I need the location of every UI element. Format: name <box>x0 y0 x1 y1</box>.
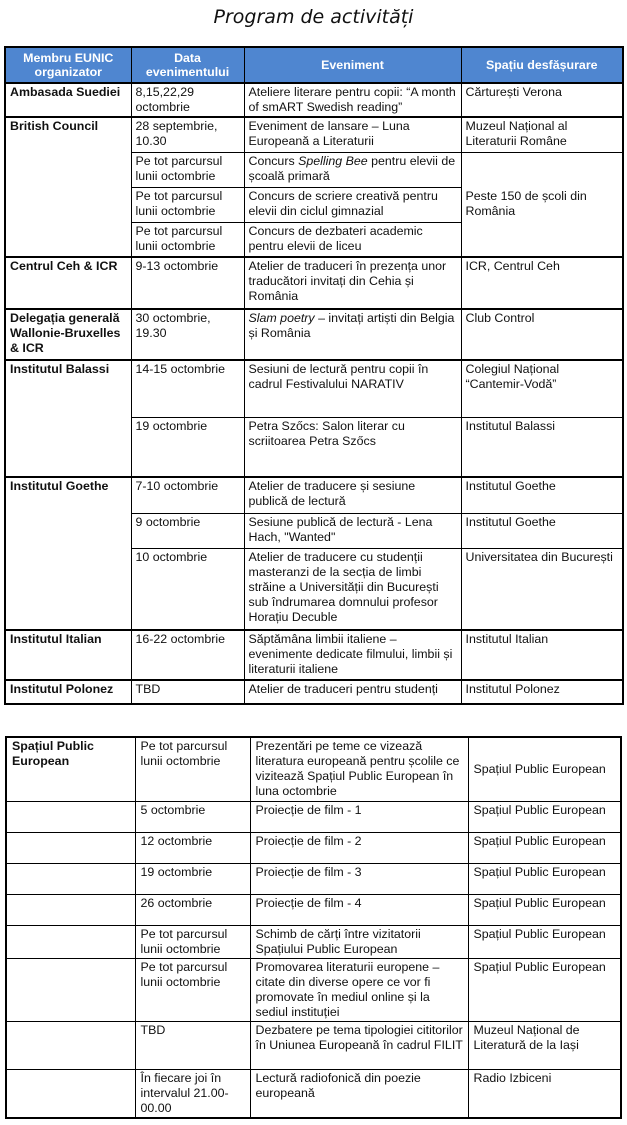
cell-organizer: Spațiul Public European <box>6 737 135 801</box>
table-row <box>5 309 623 360</box>
table-row <box>6 1021 621 1069</box>
cell-venue: Colegiul Național “Cantemir-Vodă” <box>461 360 623 417</box>
cell-date: 9-13 octombrie <box>131 257 244 309</box>
cell-event: Proiecție de film - 2 <box>250 832 468 863</box>
cell-date: 19 octombrie <box>131 417 244 477</box>
cell-event: Atelier de traduceri în prezența unor traducători invitați din Cehia și România <box>244 257 461 309</box>
cell-organizer <box>6 894 135 925</box>
cell-organizer: Institutul Goethe <box>5 477 131 630</box>
cell-date: Pe tot parcursul lunii octombrie <box>131 222 244 257</box>
event-text: pentru elevii de școală primară <box>248 153 456 183</box>
cell-venue: Spațiul Public European <box>468 925 621 958</box>
table-row <box>5 117 623 152</box>
cell-venue: Muzeul Național al Literaturii Române <box>461 117 623 152</box>
cell-venue: Spațiul Public European <box>468 863 621 894</box>
cell-organizer <box>6 832 135 863</box>
table-row <box>5 83 623 117</box>
cell-venue: Cărturești Verona <box>461 83 623 117</box>
table-row <box>6 958 621 1021</box>
cell-organizer: Centrul Ceh & ICR <box>5 257 131 309</box>
cell-venue: Institutul Balassi <box>461 417 623 477</box>
cell-organizer <box>6 925 135 958</box>
event-italic-text: Slam poetry <box>248 311 315 325</box>
cell-organizer: Institutul Polonez <box>5 680 131 704</box>
cell-organizer <box>6 1069 135 1118</box>
cell-venue: Spațiul Public European <box>468 958 621 1021</box>
cell-date: 5 octombrie <box>135 801 250 832</box>
cell-date: Pe tot parcursul lunii octombrie <box>131 152 244 187</box>
cell-event: Sesiuni de lectură pentru copii în cadrul Festivalului NARATIV <box>244 360 461 417</box>
cell-event: Proiecție de film - 3 <box>250 863 468 894</box>
event-text: – invitați artiști din Belgia și România <box>248 311 455 340</box>
cell-event: Ateliere literare pentru copii: “A month of smART Swedish reading” <box>244 83 461 117</box>
table-row <box>5 477 623 513</box>
cell-date: TBD <box>135 1021 250 1069</box>
cell-event: Sesiune publică de lectură - Lena Hach, "Wanted" <box>244 513 461 548</box>
cell-date: 28 septembrie, 10.30 <box>131 117 244 152</box>
cell-venue: ICR, Centrul Ceh <box>461 257 623 309</box>
cell-date: TBD <box>131 680 244 704</box>
event-italic-text: Spelling Bee <box>298 153 368 168</box>
table-row <box>6 894 621 925</box>
cell-date: 26 octombrie <box>135 894 250 925</box>
header-organizer: Membru EUNIC organizator <box>5 47 131 83</box>
cell-venue: Radio Izbiceni <box>468 1069 621 1118</box>
table-row <box>5 630 623 680</box>
cell-date: Pe tot parcursul lunii octombrie <box>135 737 250 801</box>
cell-event: Promovarea literaturii europene – citate din diverse opere ce vor fi promovate în mediul online și la sediul instituției <box>250 958 468 1021</box>
table-row <box>6 1069 621 1118</box>
cell-event: Proiecție de film - 1 <box>250 801 468 832</box>
cell-event: Lectură radiofonică din poezie europeană <box>250 1069 468 1118</box>
cell-date: Pe tot parcursul lunii octombrie <box>135 958 250 1021</box>
cell-date: 9 octombrie <box>131 513 244 548</box>
cell-event: Concurs de dezbateri academic pentru elevii de liceu <box>244 222 461 257</box>
cell-organizer: British Council <box>5 117 131 257</box>
cell-event: Prezentări pe teme ce vizează literatura europeană pentru școlile ce vizitează Spațiul Public European în luna octombrie <box>250 737 468 801</box>
cell-event: Eveniment de lansare – Luna Europeană a Literaturii <box>244 117 461 152</box>
table-row <box>6 925 621 958</box>
cell-organizer: Institutul Italian <box>5 630 131 680</box>
header-event: Eveniment <box>244 47 461 83</box>
cell-date: 7-10 octombrie <box>131 477 244 513</box>
cell-venue: Peste 150 de școli din România <box>461 152 623 257</box>
cell-event: Atelier de traduceri pentru studenți <box>244 680 461 704</box>
cell-venue: Spațiul Public European <box>468 832 621 863</box>
cell-date: 30 octombrie, 19.30 <box>131 309 244 360</box>
cell-organizer: Institutul Balassi <box>5 360 131 477</box>
cell-date: Pe tot parcursul lunii octombrie <box>131 187 244 222</box>
spatiul-public-table <box>5 736 622 1119</box>
cell-date: Pe tot parcursul lunii octombrie <box>135 925 250 958</box>
cell-date: 16-22 octombrie <box>131 630 244 680</box>
cell-organizer <box>6 801 135 832</box>
header-date: Data evenimentului <box>131 47 244 83</box>
table-row <box>6 801 621 832</box>
cell-event <box>244 309 461 360</box>
cell-event <box>244 152 461 187</box>
table-row <box>5 360 623 417</box>
cell-event: Dezbatere pe tema tipologiei cititorilor în Uniunea Europeană în cadrul FILIT <box>250 1021 468 1069</box>
cell-date: În fiecare joi în intervalul 21.00-00.00 <box>135 1069 250 1118</box>
cell-venue: Spațiul Public European <box>468 801 621 832</box>
cell-organizer <box>6 863 135 894</box>
table-row <box>6 863 621 894</box>
cell-event: Petra Szőcs: Salon literar cu scriitoarea Petra Szőcs <box>244 417 461 477</box>
cell-venue: Universitatea din București <box>461 548 623 630</box>
cell-event: Proiecție de film - 4 <box>250 894 468 925</box>
table-row <box>6 737 621 801</box>
cell-event: Concurs de scriere creativă pentru elevii din ciclul gimnazial <box>244 187 461 222</box>
cell-date: 12 octombrie <box>135 832 250 863</box>
table-row <box>6 832 621 863</box>
cell-event: Săptămâna limbii italiene – evenimente dedicate filmului, limbii și literaturii italiene <box>244 630 461 680</box>
cell-venue: Institutul Polonez <box>461 680 623 704</box>
cell-venue: Institutul Goethe <box>461 477 623 513</box>
cell-date: 14-15 octombrie <box>131 360 244 417</box>
cell-organizer <box>6 958 135 1021</box>
activities-table <box>4 46 624 705</box>
header-venue: Spațiu desfășurare <box>461 47 623 83</box>
cell-venue: Institutul Italian <box>461 630 623 680</box>
cell-venue: Spațiul Public European <box>468 894 621 925</box>
cell-event: Atelier de traducere cu studenții masteranzi de la secția de limbi străine a Universității din București sub îndrumarea domnului profesor Horațiu Decuble <box>244 548 461 630</box>
cell-date: 10 octombrie <box>131 548 244 630</box>
cell-venue: Muzeul Național de Literatură de la Iași <box>468 1021 621 1069</box>
cell-event: Atelier de traducere și sesiune publică de lectură <box>244 477 461 513</box>
cell-date: 19 octombrie <box>135 863 250 894</box>
cell-venue: Institutul Goethe <box>461 513 623 548</box>
cell-event: Schimb de cărți între vizitatorii Spațiului Public European <box>250 925 468 958</box>
table-header-row <box>5 47 623 83</box>
cell-date: 8,15,22,29 octombrie <box>131 83 244 117</box>
table-row <box>5 680 623 704</box>
cell-organizer: Delegația generală Wallonie-Bruxelles & ICR <box>5 309 131 360</box>
cell-organizer: Ambasada Suediei <box>5 83 131 117</box>
page-title: Program de activități <box>213 6 414 28</box>
cell-organizer <box>6 1021 135 1069</box>
cell-venue: Club Control <box>461 309 623 360</box>
cell-venue: Spațiul Public European <box>468 737 621 801</box>
event-text: Concurs <box>248 153 299 168</box>
table-row <box>5 257 623 309</box>
